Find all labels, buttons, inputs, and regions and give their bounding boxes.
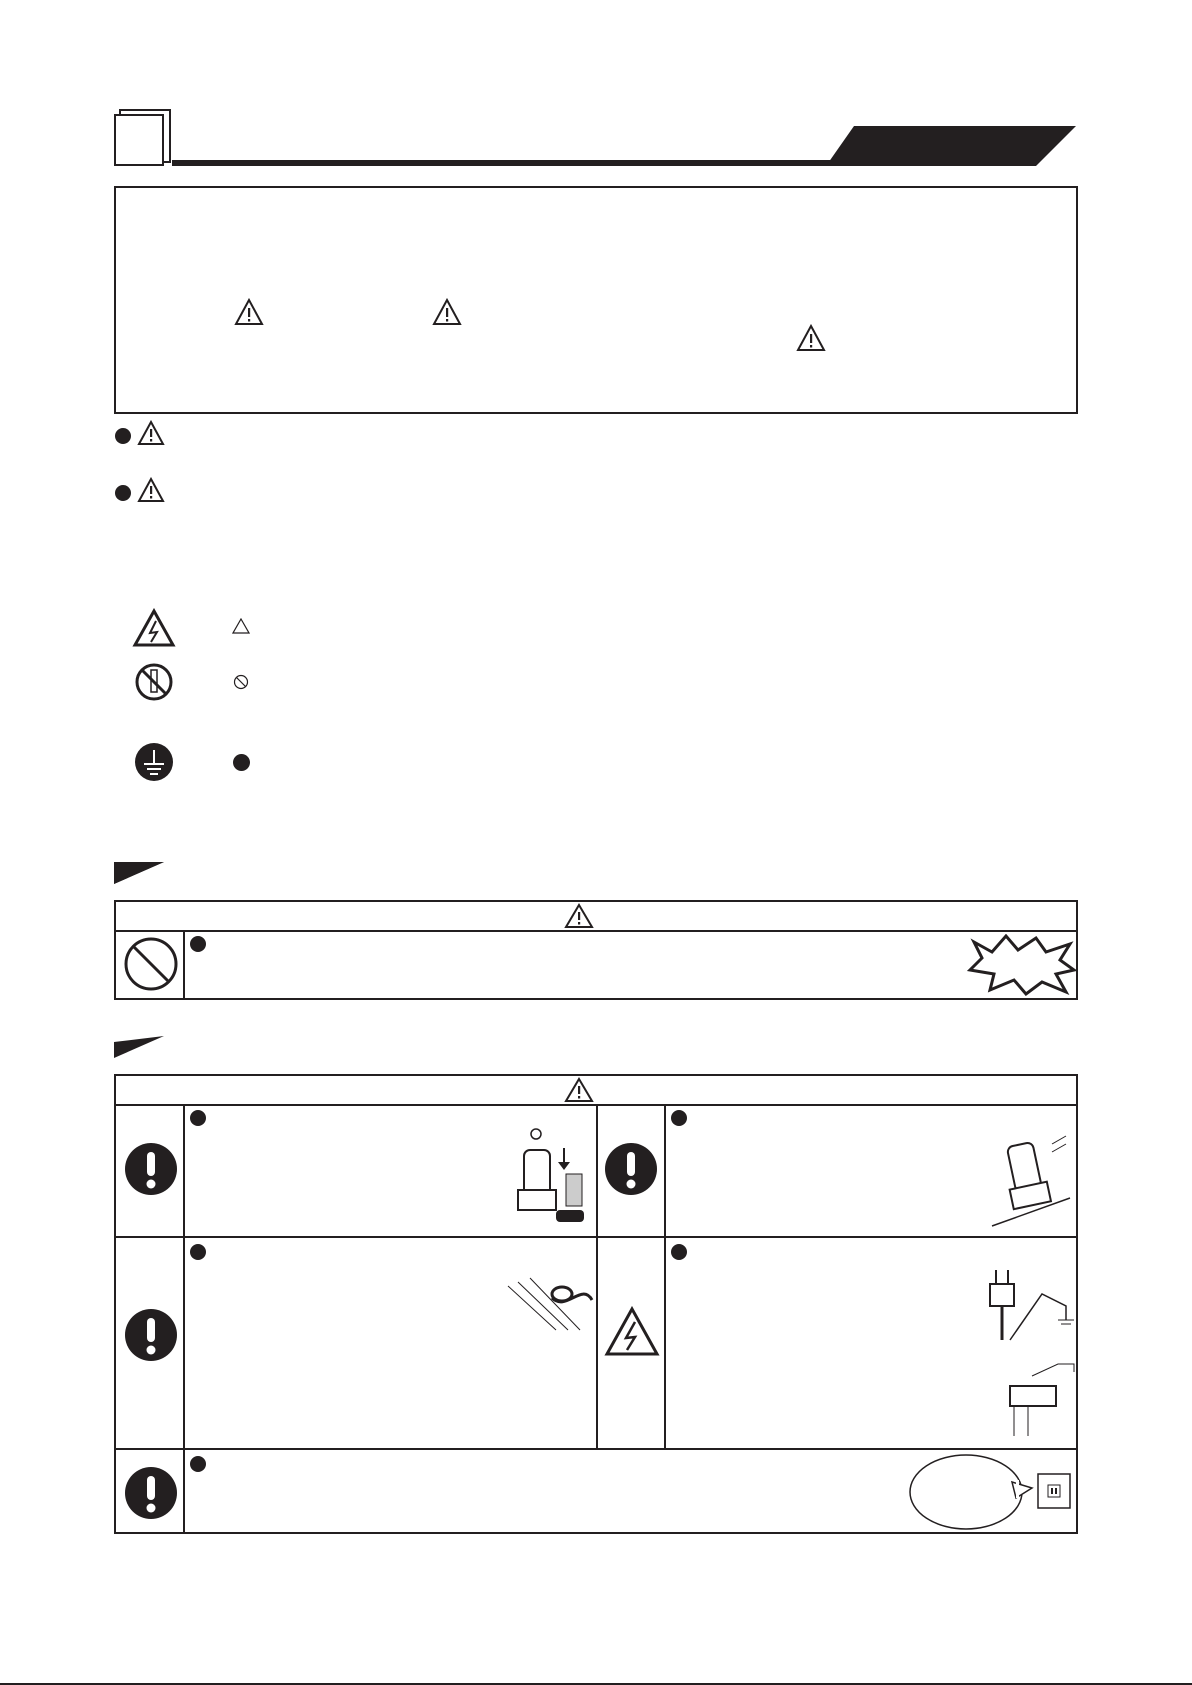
header-tab [826,126,1076,166]
warning-table-2 [114,1074,1078,1534]
electric-shock-icon [604,1306,660,1358]
warning-triangle-icon [137,477,165,503]
section-tab [114,862,164,884]
warning-triangle-icon [796,324,826,352]
small-prohibited-marker [233,674,249,690]
cable-knot-illustration [506,1272,596,1332]
table-header-row [116,1076,1076,1106]
column-divider [664,1104,666,1448]
plug-ground-illustration [982,1264,1078,1440]
prohibited-icon [123,936,179,992]
intro-panel [114,186,1078,414]
warning-triangle-icon [432,298,462,326]
mandatory-exclamation-icon [124,1308,178,1362]
row-bullet [190,1244,206,1260]
section-tab [114,1036,164,1058]
warning-triangle-icon [564,1077,594,1103]
column-divider [596,1104,598,1448]
legend-bullet [115,485,131,501]
no-disassembly-icon [134,662,174,702]
row-bullet [190,1110,206,1126]
row-bullet [671,1110,687,1126]
pump-drop-illustration [506,1128,592,1228]
legend-filled-marker [233,754,250,771]
explosion-burst-icon [966,934,1076,996]
row-bullet [190,1456,206,1472]
mandatory-exclamation-icon [124,1466,178,1520]
warning-triangle-icon [564,903,594,929]
row-divider [116,1448,1076,1450]
section-number-box [114,114,164,166]
mandatory-exclamation-icon [124,1142,178,1196]
ground-connection-icon [134,742,174,782]
small-triangle-marker [232,618,250,634]
warning-table-1 [114,900,1078,1000]
warning-triangle-icon [234,298,264,326]
row-bullet [671,1244,687,1260]
outlet-speech-bubble-illustration [908,1452,1074,1534]
row-bullet [190,936,206,952]
legend-bullet [115,428,131,444]
warning-triangle-icon [137,420,165,446]
electric-shock-icon [132,608,176,648]
mandatory-exclamation-icon [604,1142,658,1196]
column-divider [183,1104,185,1532]
pump-tilt-illustration [986,1130,1072,1230]
table-header-row [116,902,1076,932]
icon-column [116,930,185,998]
